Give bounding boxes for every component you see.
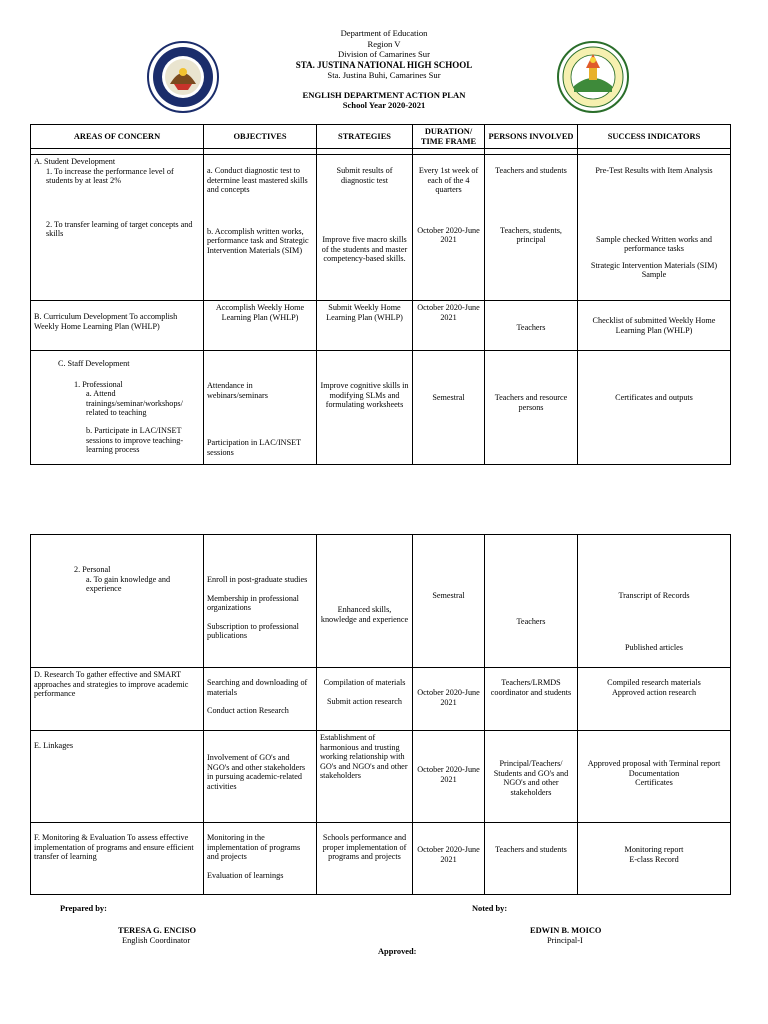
sd2-objective: b. Accomplish written works, performance task and Strategic Intervention Materials (SIM): [207, 226, 309, 255]
link-success-3: Certificates: [635, 778, 673, 788]
res-persons-cell: [485, 668, 578, 731]
pers-strategy: Enhanced skills, knowledge and experience: [320, 605, 409, 624]
approved-label: Approved:: [378, 947, 417, 956]
sd-objectives-cell: [204, 155, 317, 301]
res-duration: October 2020-June 2021: [417, 688, 480, 707]
table-row: [31, 823, 731, 895]
prepared-by-label: Prepared by:: [60, 904, 107, 913]
sd1-objective: a. Conduct diagnostic test to determine least mastered skills and concepts: [207, 166, 308, 195]
professional-heading: 1. Professional: [74, 379, 123, 389]
sd2-success-1: Sample checked Written works and performance tasks: [596, 234, 712, 254]
header-region: Region V: [367, 38, 401, 49]
prof-persons-cell: [485, 351, 578, 465]
cd-success-cell: [578, 301, 731, 351]
sd2-strategy: Improve five macro skills of the students and master competency-based skills.: [321, 235, 408, 264]
sd1-area: 1. To increase the performance level of students by at least 2%: [46, 166, 174, 186]
link-objective: Involvement of GO's and NGO's and other stakeholders in pursuing academic-related activities: [207, 753, 306, 791]
mon-duration: October 2020-June 2021: [417, 845, 480, 864]
cd-duration: October 2020-June 2021: [413, 301, 485, 351]
link-strategy: Establishment of harmonious and trusting working relationship with GO's and NGO's and other stakeholders: [317, 731, 413, 823]
link-objective-cell: [204, 731, 317, 823]
cd-persons-cell: [485, 301, 578, 351]
sd1-strategy: Submit results of diagnostic test: [336, 166, 393, 185]
header-department: Department of Education: [340, 28, 428, 38]
col-success-indicators: SUCCESS INDICATORS: [578, 125, 731, 149]
noted-by-label: Noted by:: [472, 904, 508, 913]
cd-area: B. Curriculum Development To accomplish Weekly Home Learning Plan (WHLP): [34, 312, 178, 331]
prof-duration-cell: [413, 351, 485, 465]
col-persons-involved: PERSONS INVOLVED: [485, 125, 578, 149]
mon-success-1: Monitoring report: [624, 845, 684, 854]
document-header: [0, 28, 768, 111]
cd-persons: Teachers: [516, 323, 546, 332]
monitoring-area-cell: [31, 823, 204, 895]
student-development-cell: [31, 155, 204, 301]
prof-objective-1: Attendance in webinars/seminars: [207, 381, 268, 400]
pers-objective-1: Enroll in post-graduate studies: [207, 575, 308, 584]
link-duration: October 2020-June 2021: [417, 765, 480, 784]
col-objectives: OBJECTIVES: [204, 125, 317, 149]
res-success-cell: [578, 668, 731, 731]
col-areas-of-concern: AREAS OF CONCERN: [31, 125, 204, 149]
monitoring-area: F. Monitoring & Evaluation To assess effective implementation of programs and ensure efficient transfer of learning: [34, 833, 194, 862]
res-success-1: Compiled research materials: [607, 678, 701, 687]
mon-objectives-cell: [204, 823, 317, 895]
table-row: [31, 351, 731, 465]
table-row: [31, 668, 731, 731]
link-persons-cell: [485, 731, 578, 823]
staff-development-heading: C. Staff Development: [58, 359, 130, 368]
linkages-area-cell: [31, 731, 204, 823]
col-duration: DURATION/ TIME FRAME: [413, 125, 485, 149]
pers-objectives-cell: [204, 535, 317, 668]
noter-name: EDWIN B. MOICO: [530, 926, 602, 935]
mon-duration-cell: [413, 823, 485, 895]
mon-objective-1: Monitoring in the implementation of programs and projects: [207, 833, 301, 862]
linkages-area: E. Linkages: [34, 741, 74, 750]
sd2-persons: Teachers, students, principal: [500, 225, 562, 245]
personal-a: a. To gain knowledge and experience: [86, 574, 171, 594]
link-persons: Principal/Teachers/ Students and GO's and NGO's and other stakeholders: [493, 759, 569, 797]
res-success-2: Approved action research: [611, 687, 697, 697]
pers-duration: Semestral: [432, 591, 465, 600]
prof-strategy: Improve cognitive skills in modifying SLMs and formulating worksheets: [320, 381, 409, 410]
mon-success-2: E-class Record: [629, 854, 679, 864]
pers-persons: Teachers: [516, 617, 546, 626]
sd1-duration: Every 1st week of each of the 4 quarters: [418, 166, 479, 195]
header-school: STA. JUSTINA NATIONAL HIGH SCHOOL: [295, 59, 473, 70]
cd-success: Checklist of submitted Weekly Home Learning Plan (WHLP): [592, 316, 716, 335]
plan-title: ENGLISH DEPARTMENT ACTION PLAN: [302, 89, 466, 100]
prof-strategy-cell: [317, 351, 413, 465]
pers-objective-2: Membership in professional organizations: [207, 593, 299, 613]
mon-persons: Teachers and students: [495, 845, 567, 854]
curriculum-development-area: [31, 301, 204, 351]
sd-duration-cell: [413, 155, 485, 301]
staff-development-cell: [31, 351, 204, 465]
res-strategy-cell: [317, 668, 413, 731]
mon-strategy-cell: [317, 823, 413, 895]
table-row: [31, 535, 731, 668]
res-strategy-1: Compilation of materials: [323, 678, 406, 687]
link-success-1: Approved proposal with Terminal report: [587, 759, 721, 768]
res-objective-2: Conduct action Research: [207, 706, 289, 716]
professional-b: b. Participate in LAC/INSET sessions to improve teaching-learning process: [86, 425, 184, 455]
sd-persons-cell: [485, 155, 578, 301]
mon-success-cell: [578, 823, 731, 895]
res-strategy-2: Submit action research: [326, 696, 403, 706]
res-duration-cell: [413, 668, 485, 731]
pers-persons-cell: [485, 535, 578, 668]
pers-duration-cell: [413, 535, 485, 668]
personal-heading: 2. Personal: [74, 565, 111, 574]
prof-success-cell: [578, 351, 731, 465]
col-strategies: STRATEGIES: [317, 125, 413, 149]
sd-success-cell: [578, 155, 731, 301]
preparer-title: English Coordinator: [122, 936, 191, 945]
pers-objective-3: Subscription to professional publications: [207, 621, 299, 641]
noter-title: Principal-I: [547, 936, 583, 945]
mon-strategy: Schools performance and proper implementation of programs and projects: [322, 833, 407, 862]
cd-objective: Accomplish Weekly Home Learning Plan (WHLP): [204, 301, 317, 351]
header-division: Division of Camarines Sur: [338, 49, 430, 59]
sd-strategies-cell: [317, 155, 413, 301]
pers-strategy-cell: [317, 535, 413, 668]
prof-persons: Teachers and resource persons: [494, 393, 568, 412]
mon-objective-2: Evaluation of learnings: [207, 870, 284, 880]
personal-cell: [31, 535, 204, 668]
pers-success-1: Transcript of Records: [618, 591, 690, 600]
table-row: [31, 731, 731, 823]
research-area: D. Research To gather effective and SMART approaches and strategies to improve academic performance: [31, 668, 204, 731]
prof-success: Certificates and outputs: [615, 393, 693, 402]
res-persons: Teachers/LRMDS coordinator and students: [490, 678, 572, 697]
cd-strategy: Submit Weekly Home Learning Plan (WHLP): [317, 301, 413, 351]
sd2-success-2: Strategic Intervention Materials (SIM) Sample: [590, 260, 718, 280]
sd1-persons: Teachers and students: [495, 166, 567, 175]
preparer-name: TERESA G. ENCISO: [118, 926, 196, 935]
sd2-duration: October 2020-June 2021: [417, 225, 480, 245]
table-row: [31, 301, 731, 351]
pers-success-cell: [578, 535, 731, 668]
sd2-area: 2. To transfer learning of target concepts and skills: [46, 219, 193, 239]
action-plan-table-2: [30, 534, 731, 895]
table-row: [31, 155, 731, 301]
mon-persons-cell: [485, 823, 578, 895]
link-success-2: Documentation: [628, 768, 680, 778]
header-address: Sta. Justina Buhi, Camarines Sur: [327, 70, 441, 80]
action-plan-table-1: [30, 124, 731, 465]
pers-success-2: Published articles: [625, 642, 683, 652]
table-header-row: [31, 125, 731, 149]
link-success-cell: [578, 731, 731, 823]
prof-duration: Semestral: [432, 393, 465, 402]
school-year: School Year 2020-2021: [342, 100, 426, 110]
sd1-success: Pre-Test Results with Item Analysis: [595, 166, 713, 175]
res-objective-1: Searching and downloading of materials: [207, 678, 308, 697]
res-objectives-cell: [204, 668, 317, 731]
prof-objectives-cell: [204, 351, 317, 465]
prof-objective-2: Participation in LAC/INSET sessions: [207, 438, 301, 457]
professional-a: a. Attend trainings/seminar/workshops/ related to teaching: [86, 389, 183, 418]
link-duration-cell: [413, 731, 485, 823]
student-development-heading: A. Student Development: [34, 157, 116, 166]
